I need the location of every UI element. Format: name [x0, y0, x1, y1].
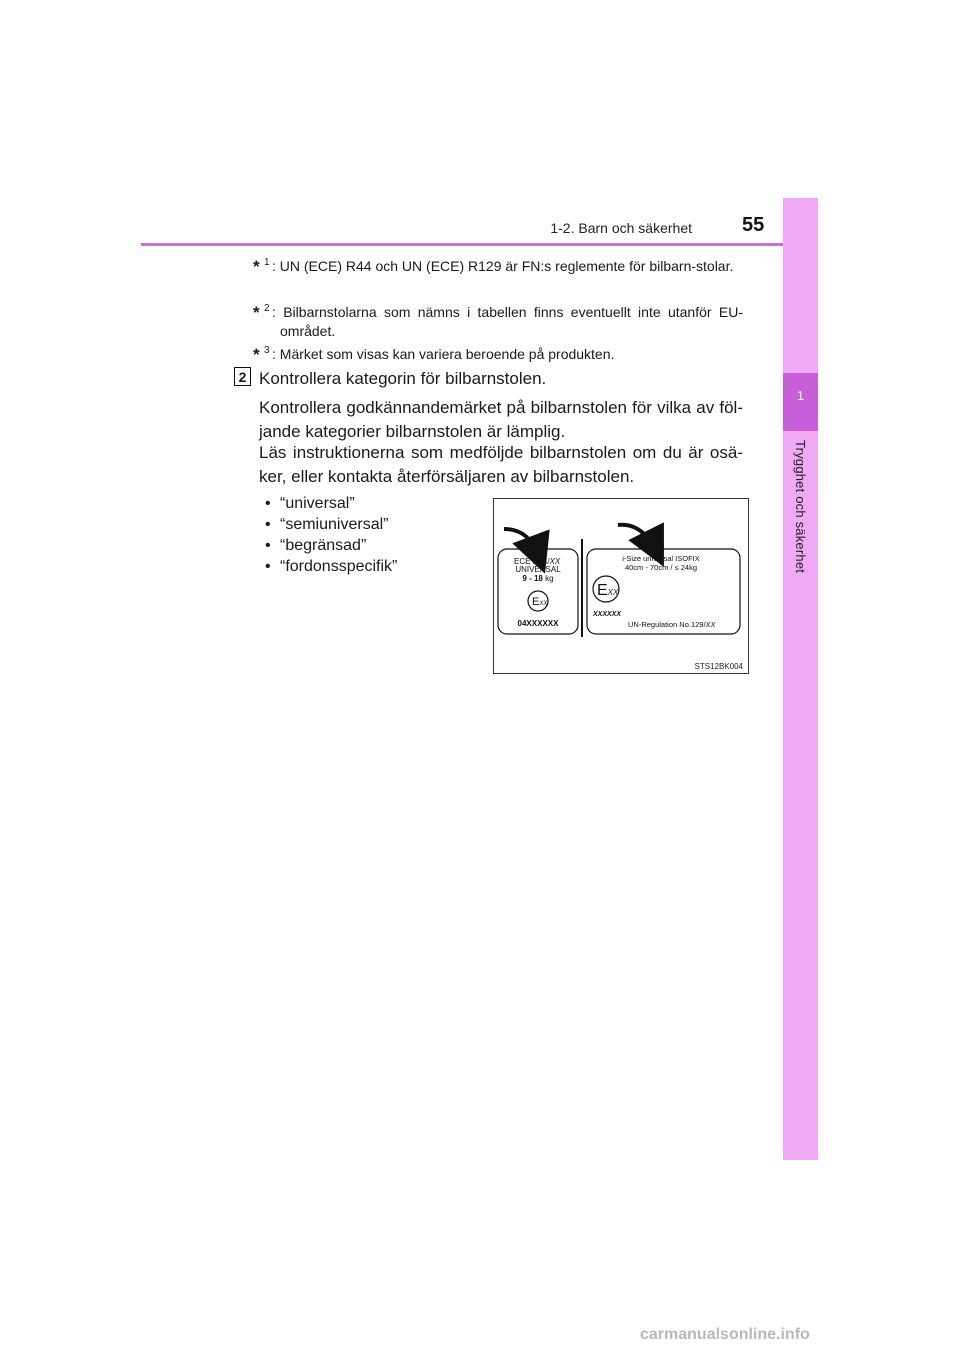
ece-approval-code: 04XXXXXX	[517, 619, 559, 628]
approval-labels-illustration	[494, 499, 750, 675]
footnote-3	[253, 345, 743, 364]
approval-label-figure	[493, 498, 749, 674]
step-paragraph-2: Läs instruktionerna som medföljde bilbarnstolen om du är osä-ker, eller kontakta återförsäljaren av bilbarnstolen.	[259, 443, 743, 486]
chapter-title: Trygghet och säkerhet	[793, 440, 808, 574]
footnote-number: 3	[264, 345, 270, 356]
list-item: • “semiuniversal”	[265, 516, 389, 533]
step-heading: Kontrollera kategorin för bilbarnstolen.	[259, 369, 547, 388]
isize-label-line2: 40cm - 70cm / ≤ 24kg	[624, 563, 698, 572]
ece-label-line2: UNIVERSAL	[515, 565, 561, 574]
step-number-box: 2	[234, 367, 251, 386]
e-mark-right: EXX	[597, 582, 619, 599]
footnote-text: : Bilbarnstolarna som nämns i tabellen finns eventuellt inte utanför EU-området.	[272, 304, 743, 339]
figure-code: STS12BK004	[694, 662, 743, 671]
list-item: • “begränsad”	[265, 537, 367, 554]
un-regulation-text: UN-Regulation No.129/XX	[628, 620, 716, 629]
arrow-right	[618, 525, 655, 549]
isize-approval-code: XXXXXX	[593, 611, 622, 618]
ece-label-line1: ECE R44/XX	[514, 557, 561, 566]
section-title: 1-2. Barn och säkerhet	[550, 220, 692, 236]
watermark: carmanualsonline.info	[640, 1326, 810, 1343]
footnote-number: 1	[264, 257, 270, 268]
chapter-side-tab	[783, 198, 818, 1160]
footnote-text: : Märket som visas kan variera beroende på produkten.	[272, 346, 615, 362]
ece-label-line3: 9 - 18 kg	[522, 574, 554, 583]
list-item: • “universal”	[265, 495, 355, 512]
footnote-asterisk: *	[253, 257, 260, 276]
step-paragraph-1: Kontrollera godkännandemärket på bilbarnstolen för vilka av föl-jande kategorier bilbarnstolen är lämplig.	[259, 398, 743, 441]
e-mark-left: EXX	[532, 596, 548, 608]
list-item: • “fordonsspecifik”	[265, 558, 398, 575]
page-number: 55	[742, 214, 765, 236]
footnote-2	[253, 303, 743, 341]
footnote-asterisk: *	[253, 303, 260, 322]
footnote-1	[253, 257, 743, 276]
footnote-number: 2	[264, 303, 270, 314]
footnote-asterisk: *	[253, 345, 260, 364]
category-list	[265, 493, 397, 577]
footnote-text: : UN (ECE) R44 och UN (ECE) R129 är FN:s reglemente för bilbarn-stolar.	[272, 258, 734, 274]
chapter-number: 1	[796, 388, 805, 403]
arrow-left	[504, 529, 538, 555]
header-divider	[141, 243, 818, 246]
isize-label-line1: i-Size universal ISOFIX	[622, 554, 700, 563]
